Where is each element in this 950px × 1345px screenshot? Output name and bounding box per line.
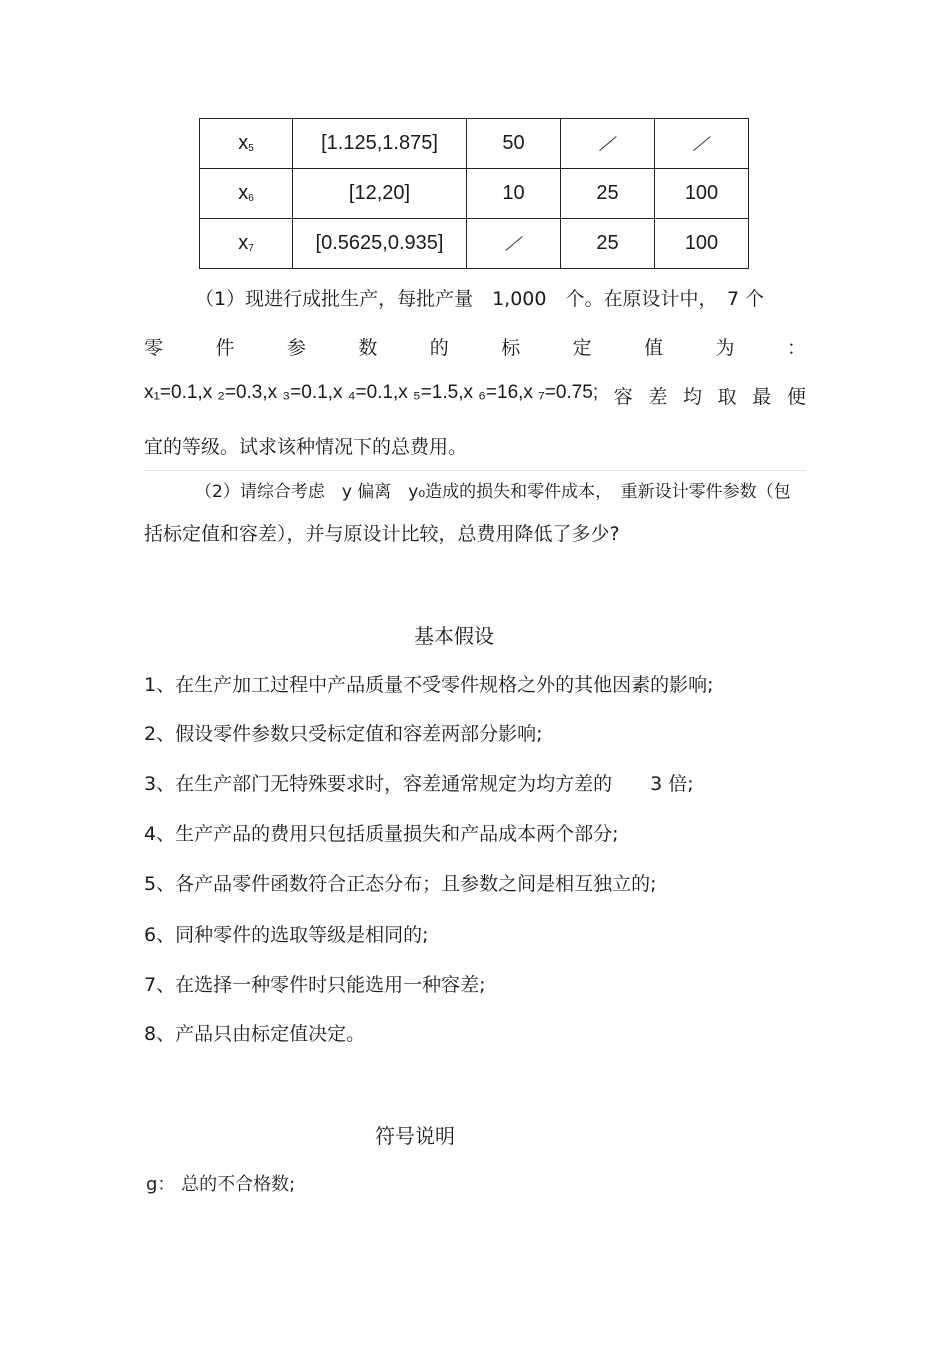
assumptions-heading: 基本假设 bbox=[414, 624, 494, 648]
spread-char: 零 bbox=[144, 337, 164, 359]
divider bbox=[144, 470, 806, 471]
var-cell: $x_6$ bbox=[200, 169, 293, 219]
symbol-description: 总的不合格数; bbox=[181, 1174, 296, 1195]
spread-char: 为 bbox=[715, 337, 735, 359]
list-item: 7、在选择一种零件时只能选用一种容差; bbox=[144, 974, 486, 996]
spread-char: 容 bbox=[613, 387, 633, 408]
empty-slash-cell bbox=[561, 119, 655, 169]
list-item: 4、生产产品的费用只包括质量损失和产品成本两个部分; bbox=[144, 823, 619, 845]
range-cell: [1.125,1.875] bbox=[293, 119, 467, 169]
value-cell: 100 bbox=[655, 169, 749, 219]
spread-char: 定 bbox=[572, 337, 592, 359]
var-cell: $x_7$ bbox=[200, 219, 293, 269]
question-2-line-2: 括标定值和容差），并与原设计比较，总费用降低了多少? bbox=[144, 523, 620, 545]
value-cell: 100 bbox=[655, 219, 749, 269]
spread-char: 均 bbox=[683, 387, 703, 408]
value-cell: 10 bbox=[467, 169, 561, 219]
slash-icon bbox=[599, 136, 617, 151]
symbol-label: g： bbox=[146, 1174, 176, 1195]
parameter-table bbox=[199, 118, 749, 269]
spread-char: 的 bbox=[429, 337, 449, 359]
spread-char: 差 bbox=[648, 387, 668, 408]
empty-slash-cell bbox=[655, 119, 749, 169]
table-row bbox=[200, 119, 749, 169]
range-cell: [12,20] bbox=[293, 169, 467, 219]
question-1-line-4: 宜的等级。试求该种情况下的总费用。 bbox=[144, 436, 468, 458]
table-row bbox=[200, 169, 749, 219]
spread-char: ： bbox=[786, 337, 806, 359]
question-1-line-3 bbox=[144, 382, 806, 409]
slash-icon bbox=[693, 136, 711, 151]
list-item: 6、同种零件的选取等级是相同的; bbox=[144, 924, 429, 946]
spread-char: 件 bbox=[215, 337, 235, 359]
empty-slash-cell bbox=[467, 219, 561, 269]
question-2-line-1: （2）请综合考虑 y 偏离 y₀造成的损失和零件成本， 重新设计零件参数（包 bbox=[195, 482, 791, 502]
spread-char: 最 bbox=[752, 387, 772, 408]
list-item: 5、各产品零件函数符合正态分布；且参数之间是相互独立的; bbox=[144, 873, 657, 895]
spread-char: 数 bbox=[358, 337, 378, 359]
spread-char: 便 bbox=[786, 387, 806, 408]
spread-char: 标 bbox=[501, 337, 521, 359]
spread-char: 取 bbox=[717, 387, 737, 408]
range-cell: [0.5625,0.935] bbox=[293, 219, 467, 269]
value-cell: 25 bbox=[561, 219, 655, 269]
list-item: 8、产品只由标定值决定。 bbox=[144, 1023, 366, 1045]
value-cell: 25 bbox=[561, 169, 655, 219]
spread-char: 参 bbox=[286, 337, 306, 359]
spread-char: 值 bbox=[644, 337, 664, 359]
symbol-definition bbox=[146, 1170, 295, 1196]
list-item: 3、在生产部门无特殊要求时，容差通常规定为均方差的 3 倍; bbox=[144, 773, 694, 795]
list-item: 1、在生产加工过程中产品质量不受零件规格之外的其他因素的影响; bbox=[144, 674, 714, 696]
nominal-values-equation: x₁=0.1,x ₂=0.3,x ₃=0.1,x ₄=0.1,x ₅=1.5,x ₆=16,x ₇=0.75; bbox=[144, 382, 599, 403]
question-1-line-2 bbox=[144, 333, 806, 360]
table-row bbox=[200, 219, 749, 269]
symbols-heading: 符号说明 bbox=[375, 1124, 455, 1148]
slash-icon bbox=[505, 236, 523, 251]
question-1-line-1: （1）现进行成批生产，每批产量 1,000 个。在原设计中， 7 个 bbox=[195, 288, 765, 310]
list-item: 2、假设零件参数只受标定值和容差两部分影响; bbox=[144, 723, 543, 745]
var-cell: $x_5$ bbox=[200, 119, 293, 169]
value-cell: 50 bbox=[467, 119, 561, 169]
